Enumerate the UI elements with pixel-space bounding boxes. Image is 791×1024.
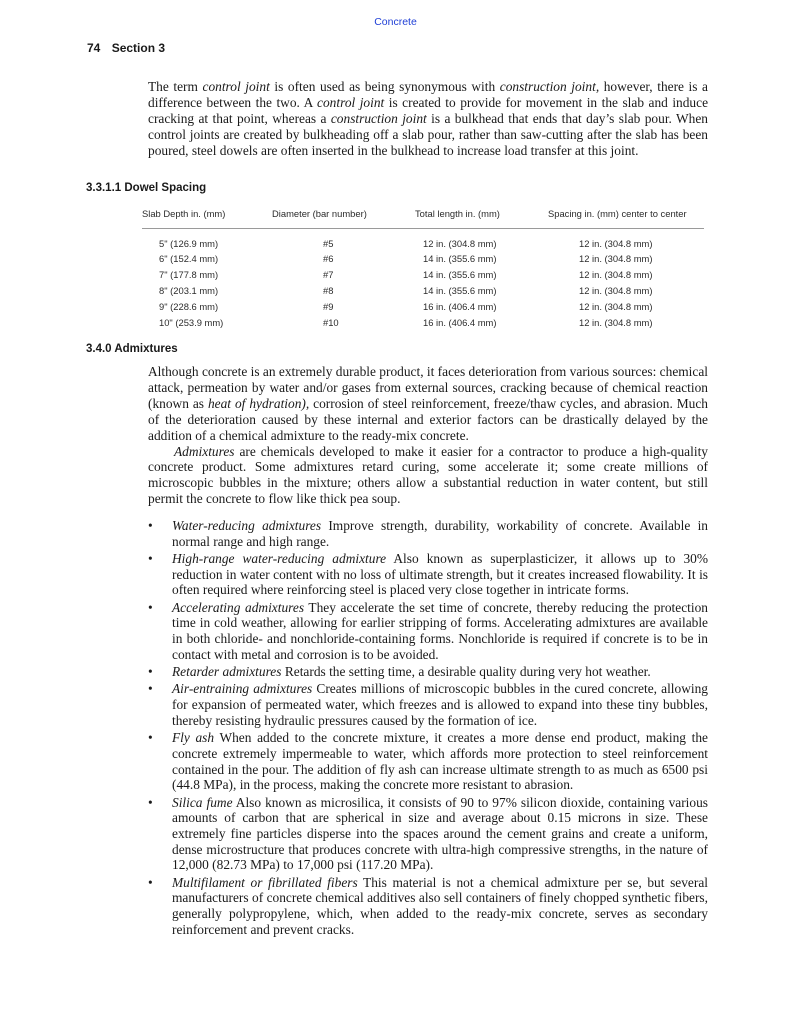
bullet-icon: • [148, 599, 153, 615]
table-row [142, 250, 704, 266]
term-heat-of-hydration: heat of hydration), [207, 395, 310, 411]
table-cell: #8 [323, 284, 334, 296]
list-item [148, 551, 708, 598]
term-control-joint-2: control joint [317, 94, 385, 110]
list-item [148, 875, 708, 938]
column-header: Spacing in. (mm) center to center [548, 208, 704, 229]
dowel-spacing-heading: 3.3.1.1 Dowel Spacing [86, 182, 207, 194]
table-row [142, 229, 704, 251]
admixtures-paragraph-1 [148, 364, 708, 444]
term-construction-joint: construction joint, [499, 79, 600, 94]
list-item-term: High-range water-reducing admixture [172, 551, 387, 566]
list-item [148, 681, 708, 728]
list-item-text: Improve strength, durability, workability of concrete. Available in normal range and high range. [172, 518, 708, 549]
list-item-text: When added to the concrete mixture, it creates a more dense end product, making the concrete extremely impermeable to water, which affords more protection to steel reinforcement contained in the pour. The addition of fly ash can increase ultimate strength to as much as 6500 psi (44.8 MPa), in the process, making the concrete more resistant to abrasion. [172, 730, 708, 793]
list-item-text: Also known as superplasticizer, it allows up to 30% reduction in water content with no loss of ultimate strength, but it creates increased flowability. It is often required where reinforcing steel is placed very close together in intricate forms. [172, 551, 708, 598]
admix-p1-text-1: Although concrete is an extremely durable product, it faces deterioration from various sources: chemical attack, permeation by water and/or gases from external sources, cracking because of chemical reaction (known as [148, 364, 708, 411]
term-construction-joint-2: construction joint [330, 110, 427, 126]
intro-text-5: is a bulkhead that ends that day’s slab pour. When control joints are created by bulkheading off a slab pour, rather than saw-cutting after the slab has been poured, steel dowels are often inserted in the bulkhead to increase load transfer at this joint. [148, 110, 709, 158]
column-header: Diameter (bar number) [272, 208, 415, 229]
table-cell: 9" (228.6 mm) [159, 300, 219, 312]
table-row [142, 298, 704, 314]
admix-p2-text-1: are chemicals developed to make it easier for a contractor to produce a high-quality concrete product. Some admixtures retard curing, some accelerate it; some create millions of microscopic bubbles in the mixture; others allow a substantial reduction in water content, but still permit the concrete to flow like thick pea soup. [148, 443, 708, 507]
table-cell: 6" (152.4 mm) [159, 252, 219, 264]
list-item-text: They accelerate the set time of concrete, thereby reducing the protection time in cold weather, allowing for earlier stripping of forms. Accelerating admixtures are available in both chloride- and nonchloride-containing forms. Nonchloride is required if concrete is to be in contact with metal and corrosion is to be avoided. [172, 599, 708, 662]
bullet-icon: • [148, 664, 153, 680]
bullet-icon: • [148, 874, 153, 890]
table-cell: 12 in. (304.8 mm) [579, 238, 653, 249]
table-cell: 12 in. (304.8 mm) [423, 238, 497, 249]
table-cell: 5" (126.9 mm) [159, 238, 219, 249]
bullet-icon: • [148, 551, 153, 566]
table-cell: 14 in. (355.6 mm) [423, 252, 497, 264]
list-item-text: This material is not a chemical admixture per se, but several manufacturers of concrete chemical additives also sell containers of finely chopped synthetic fibers, generally polypropylene, which, when added to the ready-mix concrete, serves as secondary reinforcement and prevent cracks. [172, 874, 708, 937]
table-cell: 12 in. (304.8 mm) [579, 300, 653, 312]
list-item [148, 600, 708, 663]
table-cell: #10 [323, 316, 339, 328]
list-item-term: Multifilament or fibrillated fibers [172, 874, 358, 890]
term-admixtures: Admixtures [174, 443, 235, 459]
column-header: Slab Depth in. (mm) [142, 208, 272, 229]
section-label: Section 3 [111, 41, 166, 55]
admixture-types-list [148, 518, 708, 939]
table-cell: 12 in. (304.8 mm) [579, 268, 653, 280]
list-item-text: Also known as microsilica, it consists of 90 to 97% silicon dioxide, containing various amounts of carbon that are spherical in size and average about 0.15 microns in size. These extremely fine particles disperse into the spaces around the cement grains and create a uniform, dense microstructure that produces concrete with ultra-high compressive strengths, in the nature of 12,000 (82.73 MPa) to 17,000 psi (117.20 MPa). [172, 794, 709, 873]
running-head: Concrete [374, 16, 417, 28]
table-cell: 12 in. (304.8 mm) [579, 316, 653, 328]
table-cell: #9 [323, 300, 334, 312]
bullet-icon: • [148, 518, 153, 533]
page-header [87, 41, 165, 55]
list-item [148, 664, 708, 680]
list-item-term: Retarder admixtures [172, 664, 282, 680]
table-cell: 10" (253.9 mm) [159, 316, 224, 328]
table-cell: 7" (177.8 mm) [159, 268, 219, 280]
table-cell: 8" (203.1 mm) [159, 284, 219, 296]
intro-paragraph [148, 79, 708, 159]
intro-text-3: however, there is a difference between the two. A [148, 79, 708, 110]
table-row [142, 282, 704, 298]
column-header: Total length in. (mm) [415, 208, 548, 229]
page-number: 74 [87, 41, 101, 55]
bullet-icon: • [148, 794, 153, 810]
intro-text-2: is often used as being synonymous with [269, 79, 500, 94]
term-control-joint: control joint [202, 79, 270, 94]
table-cell: 16 in. (406.4 mm) [423, 316, 497, 328]
list-item-term: Accelerating admixtures [172, 599, 305, 615]
admixtures-body [148, 364, 708, 507]
list-item [148, 795, 708, 874]
intro-text-1: The term [148, 79, 203, 94]
table-cell: #7 [323, 268, 334, 280]
table-cell: 12 in. (304.8 mm) [579, 284, 653, 296]
list-item-term: Water-reducing admixtures [172, 518, 322, 533]
list-item-term: Silica fume [172, 794, 233, 810]
admix-p1-text-2: corrosion of steel reinforcement, freeze/thaw cycles, and abrasion. Much of the deterioration caused by these internal and exterior factors can be drastically delayed by the addition of a chemical admixture to the ready-mix concrete. [148, 395, 708, 443]
admixtures-heading: 3.4.0 Admixtures [86, 343, 178, 355]
list-item-term: Air-entraining admixtures [172, 681, 313, 697]
table-cell: 16 in. (406.4 mm) [423, 300, 497, 312]
table-cell: 14 in. (355.6 mm) [423, 268, 497, 280]
list-item-term: Fly ash [172, 730, 215, 746]
bullet-icon: • [148, 681, 153, 697]
table-row [142, 314, 704, 330]
table-cell: 12 in. (304.8 mm) [579, 252, 653, 264]
table-header-row [142, 208, 704, 229]
list-item [148, 518, 708, 549]
table-cell: #6 [323, 252, 334, 264]
table-row [142, 266, 704, 282]
table-cell: 14 in. (355.6 mm) [423, 284, 497, 296]
list-item-text: Retards the setting time, a desirable quality during very hot weather. [281, 664, 651, 680]
bullet-icon: • [148, 730, 153, 746]
table-cell: #5 [323, 238, 334, 249]
admixtures-paragraph-2 [148, 444, 708, 508]
list-item-text: Creates millions of microscopic bubbles in the cured concrete, allowing for expansion of permeated water, which freezes and is allowed to expand into these tiny bubbles, thereby resisting hydraulic pressures caused by the formation of ice. [172, 681, 708, 728]
dowel-spacing-table [142, 208, 704, 330]
intro-text-4: is created to provide for movement in the slab and induce cracking at that point, whereas a [148, 94, 709, 126]
list-item [148, 730, 708, 793]
